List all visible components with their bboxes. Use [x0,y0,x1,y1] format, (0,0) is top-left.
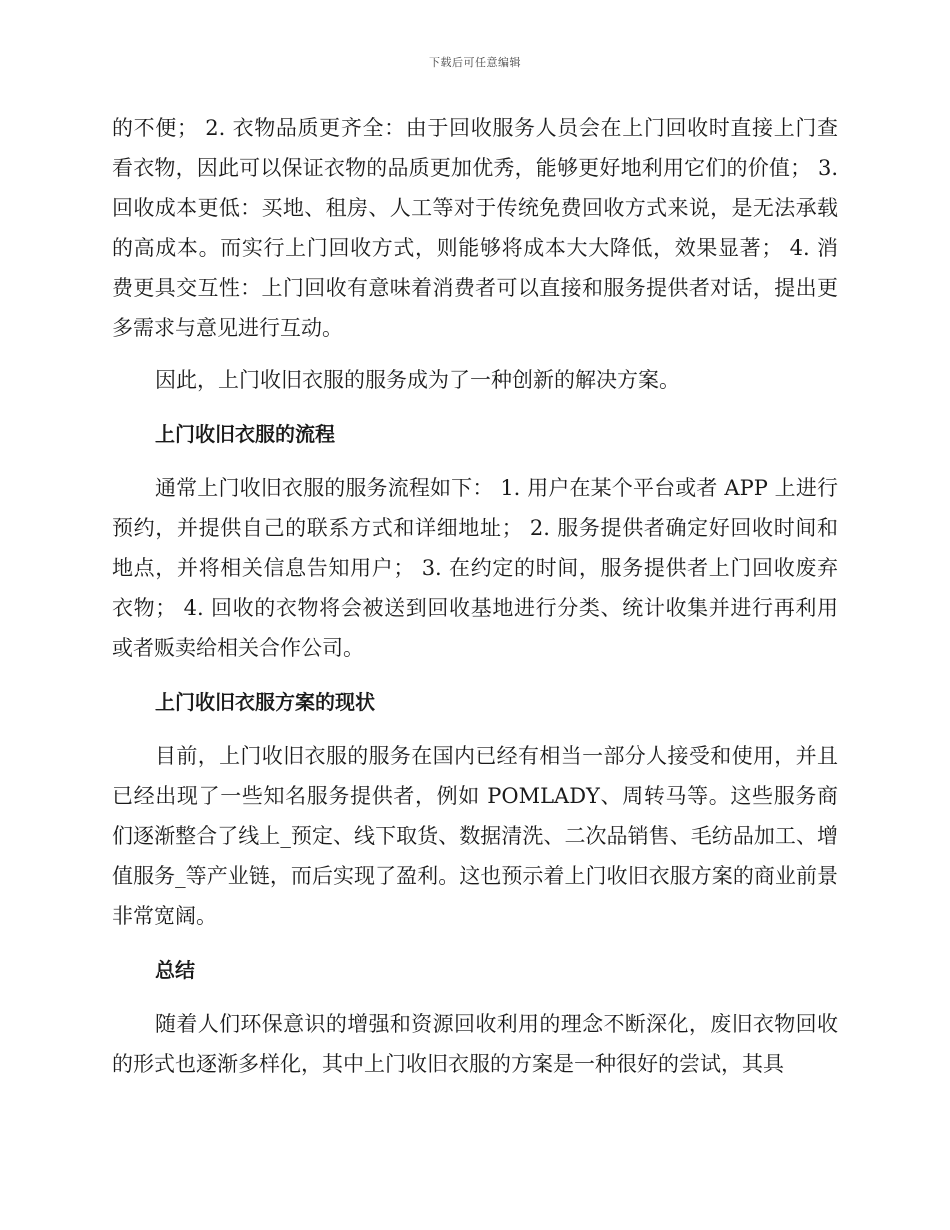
heading-process: 上门收旧衣服的流程 [155,422,335,446]
heading-status: 上门收旧衣服方案的现状 [155,690,375,714]
heading-summary: 总结 [155,958,195,982]
paragraph-conclusion-intro: 因此，上门收旧衣服的服务成为了一种创新的解决方案。 [155,368,680,392]
page-header: 下载后可任意编辑 [429,56,521,69]
paragraph-advantages: 的不便； 2. 衣物品质更齐全：由于回收服务人员会在上门回收时直接上门查看衣物，因此可以保证衣物的品质更加优秀，能够更好地利用它们的价值； 3. 回收成本更低：买地、租房、人工等对于传统免费回收方式来说，是无法承载的高成本。而实行上门回收方式，则能够将成本大大降低，效果显著； 4. 消费更具交互性：上门回收有意味着消费者可以直接和服务提供者对话，提出更多需求与意见进行互动。 [112,116,838,340]
paragraph-summary: 随着人们环保意识的增强和资源回收利用的理念不断深化，废旧衣物回收的形式也逐渐多样化，其中上门收旧衣服的方案是一种很好的尝试，其具 [112,1012,838,1076]
paragraph-status: 目前，上门收旧衣服的服务在国内已经有相当一部分人接受和使用，并且已经出现了一些知名服务提供者，例如 POMLADY、周转马等。这些服务商们逐渐整合了线上_预定、线下取货、数据清洗、二次品销售、毛纺品加工、增值服务_等产业链，而后实现了盈利。这也预示着上门收旧衣服方案的商业前景非常宽阔。 [112,744,838,928]
paragraph-process: 通常上门收旧衣服的服务流程如下： 1. 用户在某个平台或者 APP 上进行预约，并提供自己的联系方式和详细地址； 2. 服务提供者确定好回收时间和地点，并将相关信息告知用户； 3. 在约定的时间，服务提供者上门回收废弃衣物； 4. 回收的衣物将会被送到回收基地进行分类、统计收集并进行再利用或者贩卖给相关合作公司。 [112,476,838,660]
document-body [112,108,838,1084]
